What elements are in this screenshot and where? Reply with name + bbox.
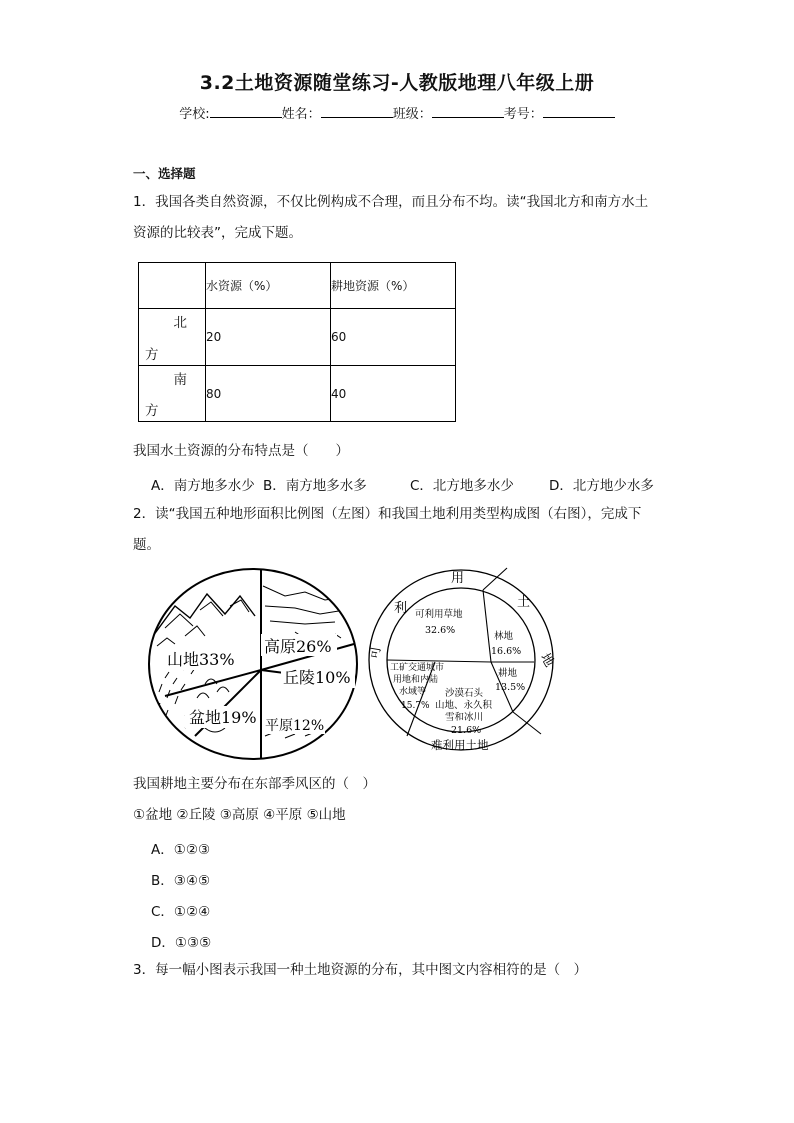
seg-label: 工矿交通城市	[390, 663, 445, 673]
seg-label: 沙漠石头	[445, 688, 484, 699]
q1-option-b[interactable]: B．南方地多水多	[263, 478, 367, 494]
school-label: 学校:	[179, 107, 210, 122]
q2-option-d[interactable]: D．①③⑤	[151, 935, 212, 951]
q2-option-b[interactable]: B．③④⑤	[151, 873, 211, 889]
table-corner-cell	[139, 263, 206, 309]
table-header-water: 水资源（%）	[206, 263, 331, 309]
row-label-part: 方	[145, 347, 159, 363]
ring-char: 可	[367, 644, 385, 661]
terrain-label-qiuling: 丘陵10%	[283, 668, 351, 687]
table-cell-water: 80	[206, 366, 331, 422]
seg-value: 15.7%	[401, 701, 430, 711]
table-row-label	[139, 309, 206, 366]
class-label: 班级：	[392, 107, 432, 122]
q1-option-d[interactable]: D．北方地少水多	[549, 478, 654, 494]
table-header-farmland: 耕地资源（%）	[331, 263, 456, 309]
page-title: 3.2土地资源随堂练习-人教版地理八年级上册	[199, 72, 595, 94]
ring-char: 土	[517, 595, 531, 610]
ring-char: 利	[394, 601, 408, 616]
q1-stem-line2: 资源的比较表”，完成下题。	[133, 225, 302, 241]
section-heading: 一、选择题	[133, 166, 196, 181]
water-land-table	[138, 262, 456, 422]
q1-option-c[interactable]: C．北方地多水少	[410, 478, 514, 494]
q2-stem-line2: 题。	[133, 537, 160, 553]
name-blank[interactable]	[321, 104, 393, 118]
terrain-label-pendi: 盆地19%	[189, 708, 257, 727]
ring-char: 用	[451, 571, 465, 586]
seg-value: 32.6%	[425, 625, 456, 636]
seg-label: 用地和内陆	[393, 675, 439, 685]
row-label-part: 北	[173, 315, 187, 331]
q1-option-a[interactable]: A．南方地多水少	[151, 478, 255, 494]
name-label: 姓名：	[281, 107, 321, 122]
table-cell-farmland: 40	[331, 366, 456, 422]
seg-label: 耕地	[498, 668, 518, 679]
row-label-part: 方	[145, 403, 159, 419]
seg-label: 水域等	[399, 687, 427, 697]
row-label-part: 南	[173, 372, 187, 388]
class-blank[interactable]	[432, 104, 504, 118]
exam-no-label: 考号：	[503, 107, 543, 122]
table-row	[139, 366, 456, 422]
ring-char: 地	[537, 651, 557, 670]
table-row-label	[139, 366, 206, 422]
ring-bottom-label: 难利用土地	[431, 738, 489, 752]
q1-stem-line1: 1．我国各类自然资源，不仅比例构成不合理，而且分布不均。读“我国北方和南方水土	[133, 194, 649, 210]
terrain-pie-figure	[145, 566, 365, 762]
q2-choices-line: ①盆地 ②丘陵 ③高原 ④平原 ⑤山地	[133, 807, 346, 823]
school-blank[interactable]	[210, 104, 282, 118]
student-info-line	[0, 103, 794, 122]
terrain-label-gaoyuan: 高原26%	[264, 637, 332, 656]
exam-no-blank[interactable]	[543, 104, 615, 118]
q2-option-c[interactable]: C．①②④	[151, 904, 211, 920]
seg-value: 16.6%	[491, 646, 522, 657]
q3-stem: 3．每一幅小图表示我国一种土地资源的分布，其中图文内容相符的是（ ）	[133, 962, 588, 978]
table-cell-water: 20	[206, 309, 331, 366]
q2-sub-question: 我国耕地主要分布在东部季风区的（ ）	[133, 776, 376, 792]
q1-sub-question: 我国水土资源的分布特点是（ ）	[133, 443, 349, 459]
terrain-label-pingyuan: 平原12%	[265, 718, 325, 734]
seg-label: 山地、永久积	[435, 700, 493, 711]
seg-label: 林地	[494, 631, 514, 642]
landuse-pie-figure	[365, 566, 561, 756]
seg-label: 雪和冰川	[445, 712, 484, 723]
seg-label: 可利用草地	[415, 609, 463, 620]
terrain-label-shandi: 山地33%	[167, 650, 235, 669]
table-row	[139, 309, 456, 366]
q2-stem-line1: 2．读“我国五种地形面积比例图（左图）和我国土地利用类型构成图（右图），完成下	[133, 506, 642, 522]
q2-option-a[interactable]: A．①②③	[151, 842, 211, 858]
table-cell-farmland: 60	[331, 309, 456, 366]
seg-value: 13.5%	[495, 682, 526, 693]
table-header-row	[139, 263, 456, 309]
seg-value: 21.6%	[451, 725, 482, 736]
